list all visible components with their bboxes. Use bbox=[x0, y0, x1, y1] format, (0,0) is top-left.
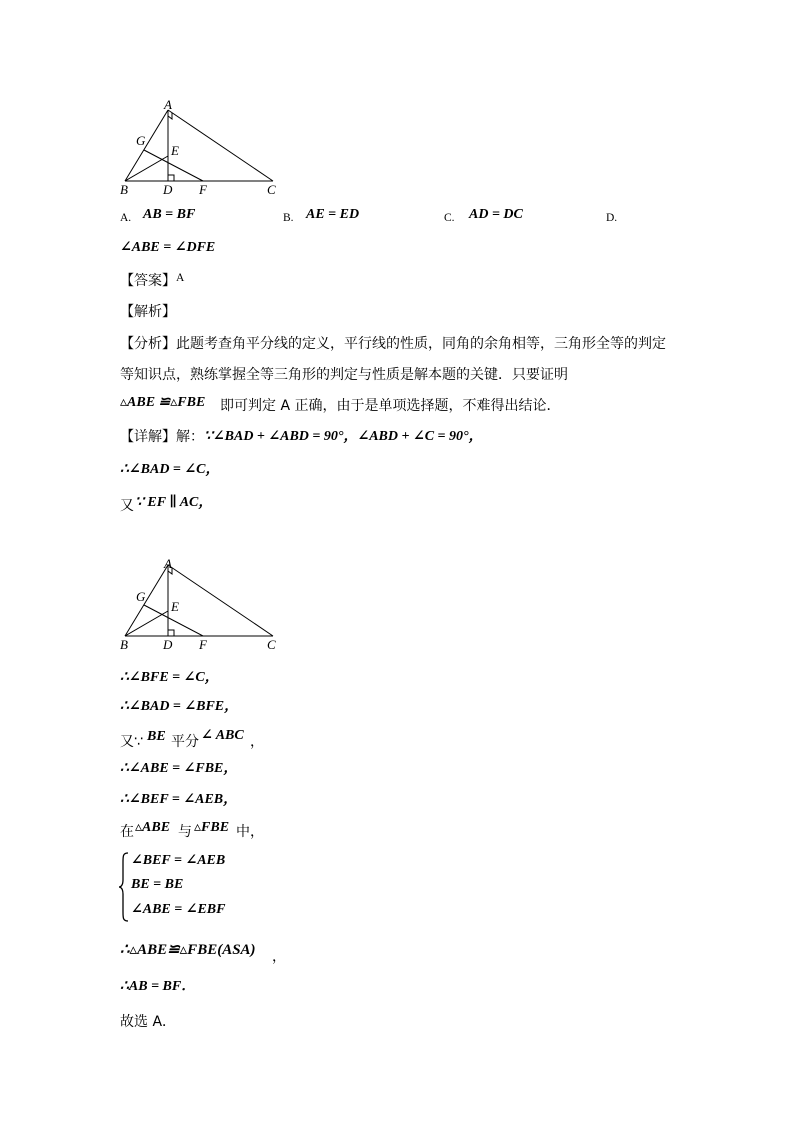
conclusion-end: ， bbox=[272, 949, 286, 965]
detail-step-6-abc: ∠ ABC bbox=[201, 728, 244, 743]
detail-step-8: ∴∠BEF = ∠AEB， bbox=[120, 792, 238, 807]
label-b: B bbox=[120, 182, 128, 196]
detail-step-3: ∵ EF ∥ AC， bbox=[135, 495, 213, 510]
system-eq-3: ∠ABE = ∠EBF bbox=[131, 902, 226, 917]
label-e: E bbox=[171, 599, 179, 614]
option-d-math: ∠ABE = ∠DFE bbox=[120, 240, 216, 255]
detail-step-2: ∴∠BAD = ∠C， bbox=[120, 462, 220, 477]
detail-step-9-t2: ▵FBE bbox=[194, 820, 230, 835]
detail-step-4: ∴∠BFE = ∠C， bbox=[120, 670, 219, 685]
detail-step-6-prefix: 又∵ bbox=[120, 734, 143, 750]
label-d: D bbox=[163, 182, 173, 196]
option-c-math: AD = DC bbox=[469, 207, 523, 222]
final-result: ∴AB = BF． bbox=[120, 979, 196, 994]
option-b-math: AE = ED bbox=[306, 207, 360, 222]
label-f: F bbox=[199, 182, 207, 196]
analysis-line-3: 即可判定 A 正确，由于是单项选择题，不难得出结论． bbox=[220, 398, 561, 414]
final-choice: 故选 A． bbox=[120, 1014, 177, 1030]
detail-step-6-be: BE bbox=[147, 729, 166, 744]
detail-step-6-mid: 平分 bbox=[171, 734, 199, 750]
conclusion-congruence: ∴▵ABE≌▵FBE(ASA) bbox=[120, 942, 256, 958]
detail-step-9-a: 在 bbox=[120, 824, 134, 840]
analysis-line-1: 【分析】此题考查角平分线的定义，平行线的性质，同角的余角相等，三角形全等的判定 bbox=[120, 336, 666, 352]
detail-step-9-b: 与 bbox=[178, 824, 192, 840]
option-b-letter: B. bbox=[283, 212, 294, 224]
triangle-figure-1 bbox=[115, 98, 285, 196]
answer-value: A bbox=[176, 272, 185, 284]
analysis-header: 【解析】 bbox=[120, 304, 176, 320]
system-eq-1: ∠BEF = ∠AEB bbox=[131, 853, 226, 868]
detail-step-1: ∵∠BAD + ∠ABD = 90°，∠ABD + ∠C = 90°， bbox=[204, 429, 483, 444]
label-e: E bbox=[171, 143, 179, 158]
label-a: A bbox=[164, 98, 172, 112]
label-d: D bbox=[163, 637, 173, 652]
detail-step-9-t1: ▵ABE bbox=[135, 820, 171, 835]
option-c-letter: C. bbox=[444, 212, 455, 224]
label-a: A bbox=[164, 556, 172, 571]
detail-step-9-c: 中， bbox=[236, 824, 264, 840]
analysis-congruence: ▵ABE ≌▵FBE bbox=[120, 395, 206, 410]
option-d-letter: D. bbox=[606, 212, 618, 224]
detail-step-3-prefix: 又 bbox=[120, 498, 134, 514]
system-brace bbox=[118, 852, 130, 922]
analysis-line-2: 等知识点，熟练掌握全等三角形的判定与性质是解本题的关键．只要证明 bbox=[120, 367, 568, 383]
detail-step-5: ∴∠BAD = ∠BFE， bbox=[120, 699, 239, 714]
label-c: C bbox=[267, 637, 276, 652]
option-a-math: AB = BF bbox=[143, 207, 196, 222]
triangle-figure-2 bbox=[115, 556, 285, 654]
label-f: F bbox=[199, 637, 207, 652]
answer-label: 【答案】 bbox=[120, 273, 176, 289]
detail-step-6-end: ， bbox=[250, 734, 264, 750]
detail-label: 【详解】解： bbox=[120, 429, 204, 445]
label-b: B bbox=[120, 637, 128, 652]
label-g: G bbox=[136, 589, 146, 604]
detail-step-7: ∴∠ABE = ∠FBE， bbox=[120, 761, 238, 776]
option-a-letter: A. bbox=[120, 212, 132, 224]
label-c: C bbox=[267, 182, 276, 196]
system-eq-2: BE = BE bbox=[131, 877, 184, 892]
label-g: G bbox=[136, 133, 146, 148]
